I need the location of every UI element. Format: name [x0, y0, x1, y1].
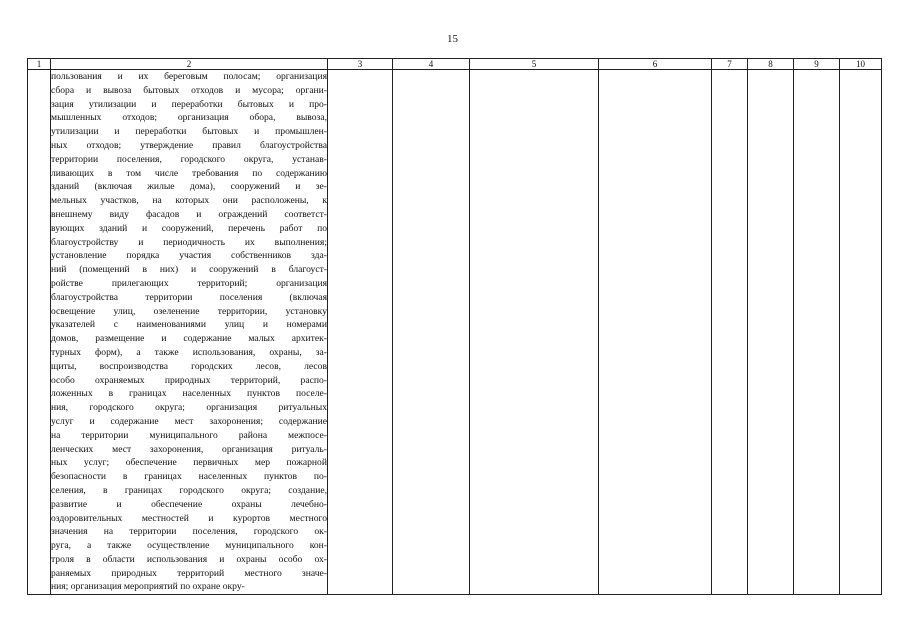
text-line: мышленных отходов; организация обора, вывоза,	[51, 112, 327, 124]
text-line: территории поселения, городского округа, устанав-	[51, 153, 327, 165]
page-number: 15	[447, 33, 458, 45]
text-line: руга, а также осуществление муниципального кон-	[51, 540, 327, 552]
cell-col-10	[840, 70, 882, 595]
text-line: ния, городского округа; организация ритуальных	[51, 402, 327, 414]
text-line: ний (помещений в них) и сооружений в благоуст-	[51, 264, 327, 276]
table-row	[28, 70, 882, 595]
text-line: освещение улиц, озеленение территории, установку	[51, 305, 327, 317]
text-line: указателей с наименованиями улиц и номерами	[51, 319, 327, 331]
text-line: утилизации и переработки бытовых и промышлен-	[51, 126, 327, 138]
text-line: услуг и содержание мест захоронения; содержание	[51, 415, 327, 427]
cell-col-4	[393, 70, 470, 595]
text-line: щиты, воспроизводства городских лесов, лесов	[51, 360, 327, 372]
text-line: вующих зданий и сооружений, перечень работ по	[51, 222, 327, 234]
cell-col-2-text	[51, 70, 328, 595]
text-line: ленческих мест захоронения, организация ритуаль-	[51, 443, 327, 455]
header-col-6: 6	[599, 59, 712, 70]
header-row	[28, 59, 882, 70]
text-line: ложенных в границах населенных пунктов поселе-	[51, 388, 327, 400]
cell-col-1	[28, 70, 51, 595]
text-line: благоустройству и периодичность их выполнения;	[51, 236, 327, 248]
header-col-1: 1	[28, 59, 51, 70]
text-line: значения на территории поселения, городского ок-	[51, 526, 327, 538]
header-col-3: 3	[328, 59, 393, 70]
text-line: домов, размещение и содержание малых архитек-	[51, 333, 327, 345]
text-line: ройстве прилегающих территорий; организация	[51, 277, 327, 289]
text-line: оздоровительных местностей и курортов местного	[51, 512, 327, 524]
cell-col-8	[748, 70, 794, 595]
cell-col-3	[328, 70, 393, 595]
document-table	[27, 58, 882, 595]
text-line: установление порядка участия собственников зда-	[51, 250, 327, 262]
header-col-2: 2	[51, 59, 328, 70]
cell-col-9	[794, 70, 840, 595]
text-line: на территории муниципального района межпосе-	[51, 429, 327, 441]
text-line: ных отходов; утверждение правил благоустройства	[51, 139, 327, 151]
header-col-10: 10	[840, 59, 882, 70]
text-line: раняемых природных территорий местного значе-	[51, 567, 327, 579]
text-line: зация утилизации и переработки бытовых и про-	[51, 98, 327, 110]
text-line: внешнему виду фасадов и ограждений соответст-	[51, 208, 327, 220]
text-line: мельных участков, на которых они расположены, к	[51, 195, 327, 207]
text-line: развитие и обеспечение охраны лечебно-	[51, 498, 327, 510]
text-line: ных услуг; обеспечение первичных мер пожарной	[51, 457, 327, 469]
col-2-text-block	[51, 70, 327, 594]
text-line: пользования и их береговым полосам; организация	[51, 71, 327, 82]
header-col-7: 7	[712, 59, 748, 70]
header-col-5: 5	[470, 59, 599, 70]
text-line: турных форм), а также использования, охраны, за-	[51, 346, 327, 358]
text-line: селения, в границах городского округа; создание,	[51, 484, 327, 496]
cell-col-5	[470, 70, 599, 595]
cell-col-6	[599, 70, 712, 595]
cell-col-7	[712, 70, 748, 595]
header-col-9: 9	[794, 59, 840, 70]
text-line: безопасности в границах населенных пунктов по-	[51, 471, 327, 483]
text-line: зданий (включая жилые дома), сооружений и зе-	[51, 181, 327, 193]
text-line: ливающих в том числе требования по содержанию	[51, 167, 327, 179]
header-col-4: 4	[393, 59, 470, 70]
text-line: сбора и вывоза бытовых отходов и мусора; органи-	[51, 84, 327, 96]
text-line: троля в области использования и охраны особо ох-	[51, 553, 327, 565]
header-col-8: 8	[748, 59, 794, 70]
text-line: особо охраняемых природных территорий, распо-	[51, 374, 327, 386]
text-line: ния; организация мероприятий по охране окру-	[51, 581, 245, 593]
text-line: благоустройства территории поселения (включая	[51, 291, 327, 303]
